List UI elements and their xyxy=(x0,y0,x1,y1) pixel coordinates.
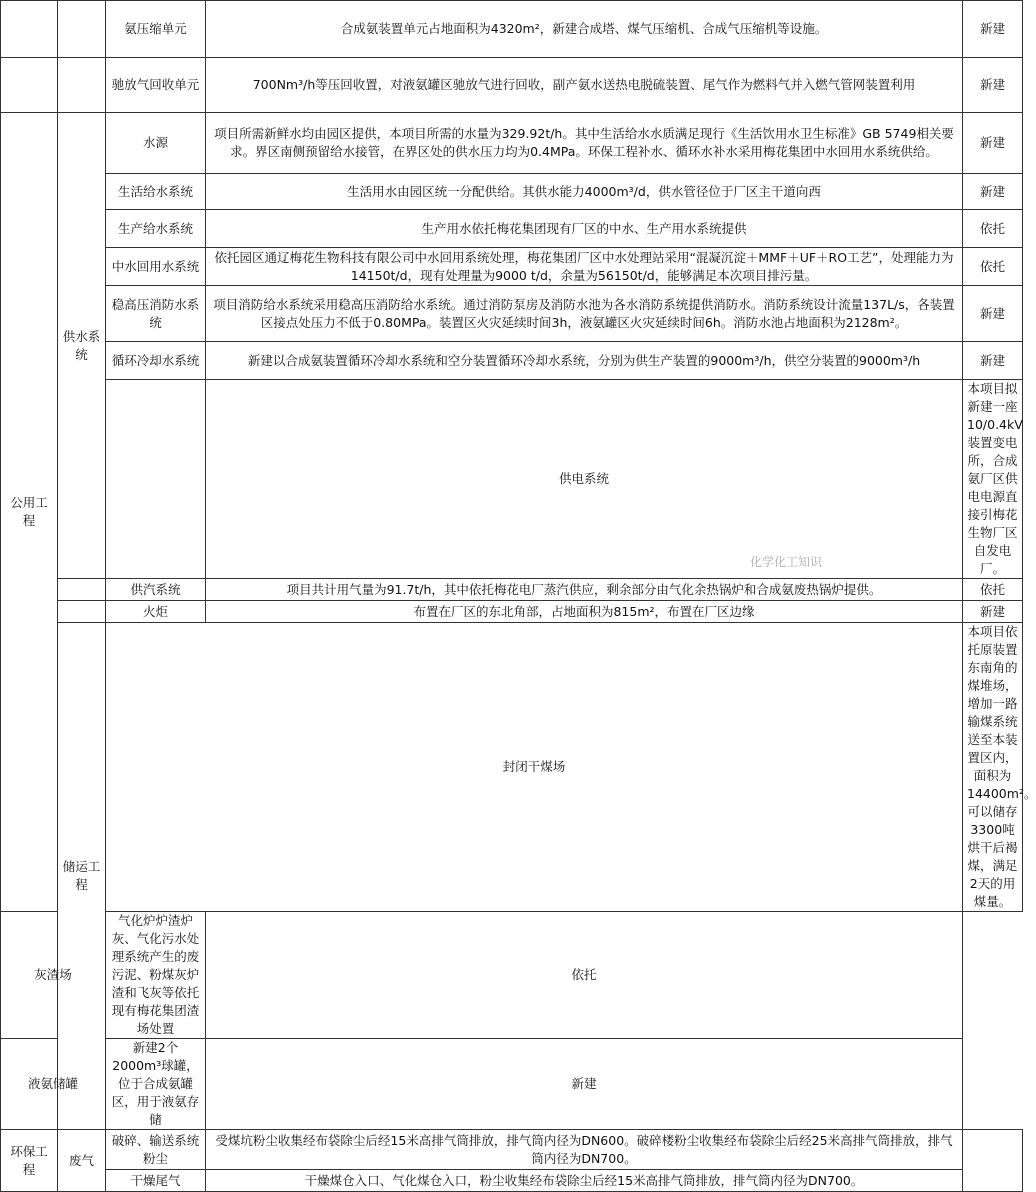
item-action: 依托 xyxy=(963,248,1023,286)
item-name: 生活给水系统 xyxy=(106,174,206,210)
item-content: 气化炉炉渣炉灰、气化污水处理系统产生的废污泥、粉煤灰炉渣和飞灰等依托现有梅花集团渣场处置 xyxy=(106,912,206,1039)
item-action: 依托 xyxy=(963,210,1023,248)
item-content: 本项目依托原装置东南角的煤堆场，增加一路输煤系统送至本装置区内，面积为14400m²。可以储存3300吨烘干后褐煤，满足2天的用煤量。 xyxy=(963,623,1023,912)
table-row xyxy=(1,623,1023,912)
item-content: 受煤坑粉尘收集经布袋除尘后经15米高排气筒排放，排气筒内径为DN600。破碎楼粉尘收集经布袋除尘后经25米高排气筒排放，排气筒内径为DN700。 xyxy=(206,1130,963,1170)
item-name: 供电系统 xyxy=(206,380,963,579)
watermark: 化学化工知识 xyxy=(750,555,823,569)
table-row xyxy=(1,174,1023,210)
item-action: 依托 xyxy=(963,579,1023,601)
item-content: 生活用水由园区统一分配供给。其供水能力4000m³/d，供水管径位于厂区主干道向西 xyxy=(206,174,963,210)
item-content: 项目共计用气量为91.7t/h，其中依托梅花电厂蒸汽供应，剩余部分由气化余热锅炉和合成氨废热锅炉提供。 xyxy=(206,579,963,601)
item-content: 本项目拟新建一座10/0.4kV装置变电所，合成氨厂区供电电源直接引梅花生物厂区自发电厂。 xyxy=(963,380,1023,579)
table-row xyxy=(1,342,1023,380)
item-name: 驰放气回收单元 xyxy=(106,58,206,113)
subgroup-cell-empty xyxy=(58,58,106,113)
item-action: 新建 xyxy=(963,58,1023,113)
subgroup-water-supply: 供水系统 xyxy=(58,113,106,579)
item-action: 新建 xyxy=(963,286,1023,342)
table-row xyxy=(1,380,1023,579)
item-content: 布置在厂区的东北角部，占地面积为815m²，布置在厂区边缘 xyxy=(206,601,963,623)
group-cell-empty xyxy=(1,1,58,58)
table-row xyxy=(1,601,1023,623)
table-row xyxy=(1,58,1023,113)
table-row xyxy=(1,286,1023,342)
table-row xyxy=(1,579,1023,601)
table-row xyxy=(1,1170,1023,1192)
item-name: 火炬 xyxy=(106,601,206,623)
group-public: 公用工程 xyxy=(1,113,58,912)
subgroup-cell-empty xyxy=(58,601,106,623)
table-row xyxy=(1,1130,1023,1170)
table-row xyxy=(1,248,1023,286)
table-row xyxy=(1,113,1023,174)
item-action xyxy=(963,1130,1023,1192)
table-row xyxy=(1,912,1023,1039)
item-name: 生产给水系统 xyxy=(106,210,206,248)
item-content: 项目消防给水系统采用稳高压消防给水系统。通过消防泵房及消防水池为各水消防系统提供消防水。消防系统设计流量137L/s，各装置区接点处压力不低于0.80MPa。装置区火灾延续时间3h，液氨罐区火灾延续时间6h。消防水池占地面积为2128m²。 xyxy=(206,286,963,342)
item-action: 新建 xyxy=(963,113,1023,174)
item-content: 合成氨装置单元占地面积为4320m²，新建合成塔、煤气压缩机、合成气压缩机等设施。 xyxy=(206,1,963,58)
item-name: 封闭干煤场 xyxy=(106,623,963,912)
item-content: 干燥煤仓入口、气化煤仓入口，粉尘收集经布袋除尘后经15米高排气筒排放，排气筒内径为DN700。 xyxy=(206,1170,963,1192)
item-action: 新建 xyxy=(206,1039,963,1130)
item-content: 依托园区通辽梅花生物科技有限公司中水回用系统处理，梅花集团厂区中水处理站采用“混凝沉淀＋MMF＋UF＋RO工艺”，处理能力为14150t/d，现有处理量为9000 t/d，余量为56150t/d，能够满足本次项目排污量。 xyxy=(206,248,963,286)
item-action: 新建 xyxy=(963,174,1023,210)
item-name: 水源 xyxy=(106,113,206,174)
item-name: 稳高压消防水系统 xyxy=(106,286,206,342)
group-cell-empty xyxy=(1,58,58,113)
item-content: 新建以合成氨装置循环冷却水系统和空分装置循环冷却水系统，分别为供生产装置的9000m³/h，供空分装置的9000m³/h xyxy=(206,342,963,380)
item-action: 新建 xyxy=(963,601,1023,623)
subgroup-exhaust: 废气 xyxy=(58,1130,106,1192)
item-name: 氨压缩单元 xyxy=(106,1,206,58)
group-storage: 储运工程 xyxy=(58,623,106,1130)
item-action: 依托 xyxy=(206,912,963,1039)
item-action: 新建 xyxy=(963,342,1023,380)
item-action: 新建 xyxy=(963,1,1023,58)
item-name: 破碎、输送系统粉尘 xyxy=(106,1130,206,1170)
subgroup-cell-empty xyxy=(58,579,106,601)
subgroup-cell-empty xyxy=(58,1,106,58)
item-content: 生产用水依托梅花集团现有厂区的中水、生产用水系统提供 xyxy=(206,210,963,248)
item-content: 新建2个2000m³球罐，位于合成氨罐区，用于液氨存储 xyxy=(106,1039,206,1130)
item-name: 液氨储罐 xyxy=(1,1039,106,1130)
item-content: 700Nm³/h等压回收置，对液氨罐区驰放气进行回收，副产氨水送热电脱硫装置、尾气作为燃料气并入燃气管网装置利用 xyxy=(206,58,963,113)
item-name: 中水回用水系统 xyxy=(106,248,206,286)
item-name: 灰渣场 xyxy=(1,912,106,1039)
item-name: 干燥尾气 xyxy=(106,1170,206,1192)
item-name: 循环冷却水系统 xyxy=(106,342,206,380)
table-row xyxy=(1,1039,1023,1130)
item-content: 项目所需新鲜水均由园区提供，本项目所需的水量为329.92t/h。其中生活给水水质满足现行《生活饮用水卫生标准》GB 5749相关要求。界区南侧预留给水接管，在界区处的供水压力均为0.4MPa。环保工程补水、循环水补水采用梅花集团中水回用水系统供给。 xyxy=(206,113,963,174)
table-row xyxy=(1,210,1023,248)
group-env: 环保工程 xyxy=(1,1130,58,1192)
table-row xyxy=(1,1,1023,58)
item-name: 供汽系统 xyxy=(106,579,206,601)
subgroup-cell-empty xyxy=(106,380,206,579)
